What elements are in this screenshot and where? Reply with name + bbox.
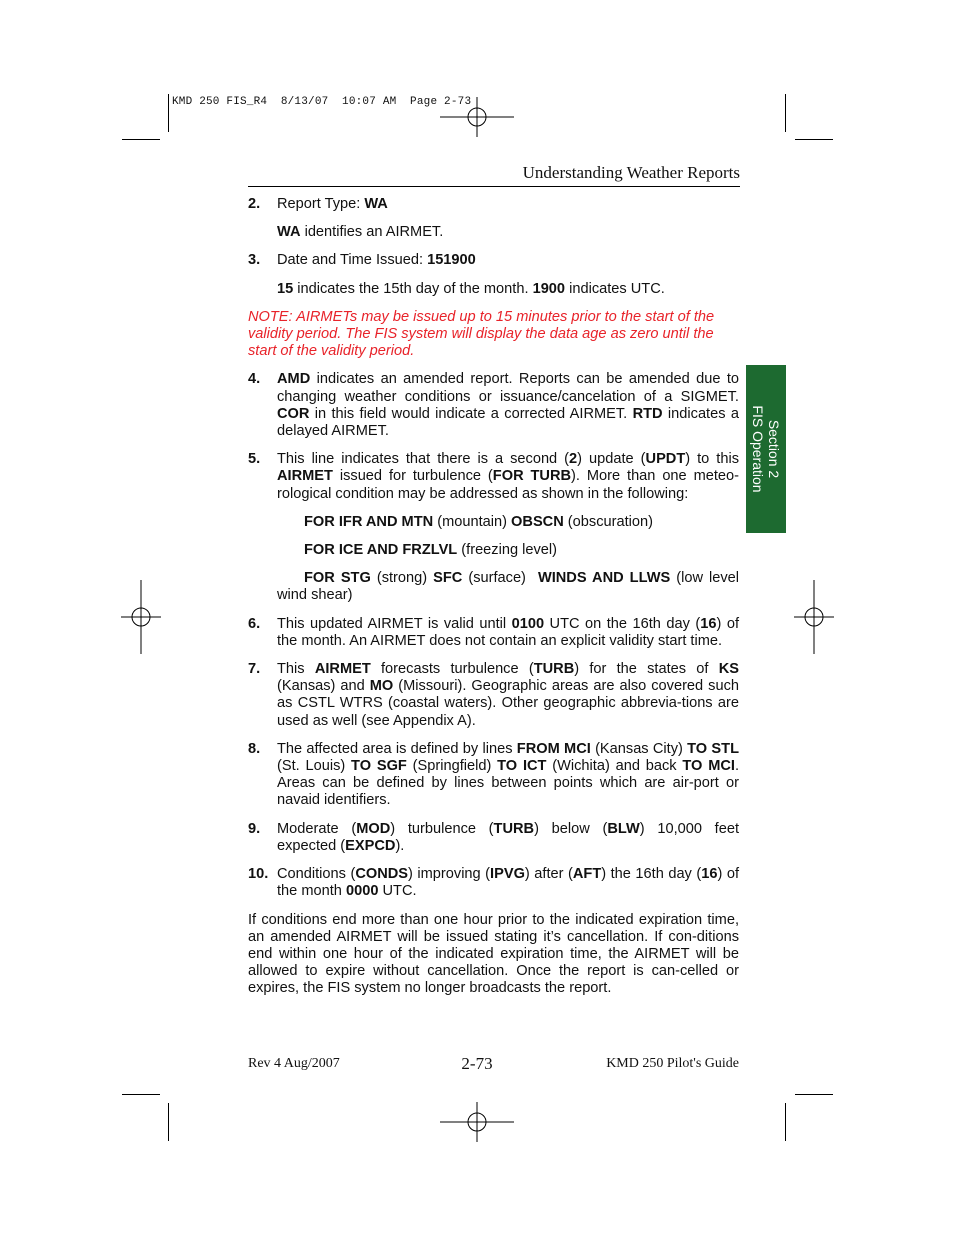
item-number: 3. (248, 252, 261, 269)
item-text: Report Type: WA (277, 196, 388, 212)
item-text: The affected area is defined by lines FROM MCI (Kansas City) TO STL (St. Louis) TO SGF (Springfield) TO ICT (Wichita) and back TO MCI. Areas can be defined by lines between points which are air-port or navaid identifiers. (277, 740, 740, 809)
section-tab-line1: Section 2 (766, 419, 782, 479)
item-text: This updated AIRMET is valid until 0100 UTC on the 16th day (16) of the month. An AIRMET does not contain an explicit validity start time. (277, 615, 739, 649)
item-text: This AIRMET forecasts turbulence (TURB) for the states of KS (Kansas) and MO (Missouri). Geographic areas are also covered such as CSTL WTRS (coastal waters). Other geographic abbrevia-tions are used as well (see Appendix A). (277, 661, 740, 729)
section-tab-line2: FIS Operation (750, 405, 766, 493)
item-number: 10. (248, 866, 269, 883)
note-text: NOTE: AIRMETs may be issued up to 15 minutes prior to the start of the validity period. The FIS system will display the data age as zero until the start of the validity period. (248, 308, 715, 360)
running-header: Understanding Weather Reports (248, 163, 740, 187)
crop-mark (785, 94, 786, 132)
crop-mark (122, 139, 160, 140)
item-number: 9. (248, 820, 261, 837)
item-number: 8. (248, 740, 261, 757)
crop-mark (795, 139, 833, 140)
crop-mark (168, 94, 169, 132)
item-number: 5. (248, 451, 261, 468)
section-tab-label (750, 405, 782, 492)
list-item (248, 741, 739, 810)
condition-line: FOR IFR AND MTN (mountain) OBSCN (obscuration) (304, 513, 653, 530)
list-item (248, 866, 739, 900)
section-tab (746, 365, 786, 533)
item-number: 2. (248, 196, 261, 212)
condition-line: FOR STG (strong) SFC (surface) WINDS AND LLWS (low level wind shear) (277, 570, 788, 604)
item-detail: 15 indicates the 15th day of the month. 1900 indicates UTC. (277, 280, 665, 297)
registration-mark-icon (777, 580, 851, 654)
crop-mark (785, 1103, 786, 1141)
list-item (248, 196, 739, 213)
item-detail: WA identifies an AIRMET. (277, 224, 444, 241)
list-item (248, 371, 739, 440)
registration-mark-icon (104, 580, 178, 654)
item-text: This line indicates that there is a second (2) update (UPDT) to this AIRMET issued for turbulence (FOR TURB). More than one meteo-rological condition may be addressed as shown in the following: (277, 451, 739, 502)
footer-guide-title: KMD 250 Pilot's Guide (606, 1056, 739, 1071)
print-slug: KMD 250 FIS_R4 8/13/07 10:07 AM Page 2-73 (172, 96, 472, 108)
list-item (248, 252, 739, 269)
crop-mark (168, 1103, 169, 1141)
item-text: Date and Time Issued: 151900 (277, 252, 476, 269)
item-number: 6. (248, 615, 261, 632)
item-text: Moderate (MOD) turbulence (TURB) below (BLW) 10,000 feet expected (EXPCD). (277, 820, 740, 854)
registration-mark-icon (440, 80, 514, 154)
list-item (248, 616, 739, 650)
crop-mark (122, 1094, 160, 1095)
registration-mark-icon (440, 1085, 514, 1159)
item-number: 4. (248, 371, 261, 388)
condition-line: FOR ICE AND FRZLVL (freezing level) (304, 542, 557, 559)
item-number: 7. (248, 661, 261, 678)
crop-mark (795, 1094, 833, 1095)
list-item (248, 661, 739, 730)
list-item (248, 821, 739, 855)
closing-paragraph: If conditions end more than one hour prior to the indicated expiration time, an amended AIRMET will be issued stating it’s cancellation. If con-ditions end within one hour of the indicated expiration time, the AIRMET will be allowed to expire without cancellation. Once the report is can-celled or expires, the FIS system no longer broadcasts the report. (248, 911, 739, 997)
footer-revision: Rev 4 Aug/2007 (248, 1056, 340, 1071)
item-text: AMD indicates an amended report. Reports can be amended due to changing weather conditions or issuance/cancelation of a SIGMET. COR in this field would indicate a corrected AIRMET. RTD indicates a delayed AIRMET. (277, 371, 739, 440)
page-number: 2-73 (461, 1054, 493, 1073)
list-item (248, 451, 739, 503)
item-text: Conditions (CONDS) improving (IPVG) after (AFT) the 16th day (16) of the month 0000 UTC. (277, 866, 740, 900)
